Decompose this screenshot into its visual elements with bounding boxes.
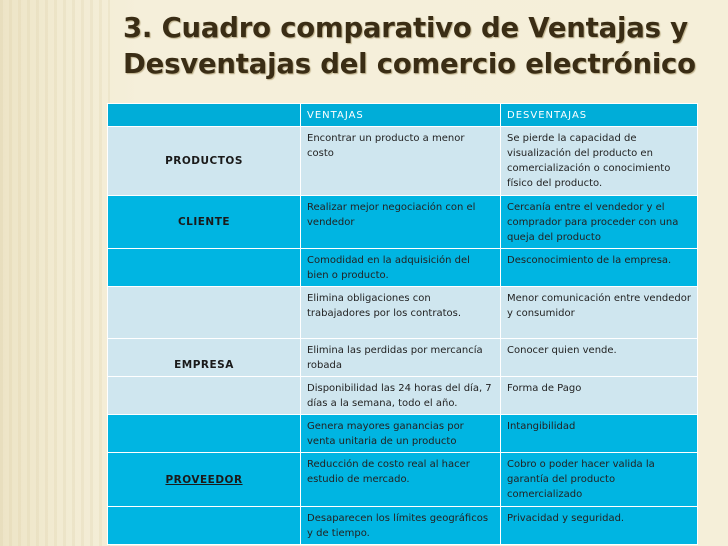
row-label bbox=[108, 507, 301, 545]
table-row bbox=[108, 127, 698, 196]
header-desventajas: DESVENTAJAS bbox=[501, 104, 698, 127]
comparison-table bbox=[107, 103, 698, 545]
ventaja-cell: Reducción de costo real al hacer estudio de mercado. bbox=[301, 453, 501, 507]
row-label: PRODUCTOS bbox=[108, 127, 301, 196]
desventaja-cell: Forma de Pago bbox=[501, 377, 698, 415]
row-label: PROVEEDOR bbox=[108, 453, 301, 507]
desventaja-cell: Desconocimiento de la empresa. bbox=[501, 249, 698, 287]
header-empty bbox=[108, 104, 301, 127]
ventaja-cell: Comodidad en la adquisición del bien o producto. bbox=[301, 249, 501, 287]
table-row bbox=[108, 507, 698, 545]
ventaja-cell: Desaparecen los límites geográficos y de tiempo. bbox=[301, 507, 501, 545]
ventaja-cell: Elimina las perdidas por mercancía robada bbox=[301, 339, 501, 377]
background-stripes bbox=[0, 0, 110, 546]
page-title bbox=[123, 10, 723, 82]
ventaja-cell: Elimina obligaciones con trabajadores por los contratos. bbox=[301, 287, 501, 339]
desventaja-cell: Se pierde la capacidad de visualización del producto en comercialización o conocimiento físico del producto. bbox=[501, 127, 698, 196]
desventaja-cell: Menor comunicación entre vendedor y consumidor bbox=[501, 287, 698, 339]
row-label bbox=[108, 287, 301, 339]
ventaja-cell: Realizar mejor negociación con el vendedor bbox=[301, 196, 501, 249]
desventaja-cell: Cobro o poder hacer valida la garantía del producto comercializado bbox=[501, 453, 698, 507]
table-row bbox=[108, 196, 698, 249]
table-row bbox=[108, 339, 698, 377]
desventaja-cell: Conocer quien vende. bbox=[501, 339, 698, 377]
table-row bbox=[108, 415, 698, 453]
row-label bbox=[108, 249, 301, 287]
table-row bbox=[108, 249, 698, 287]
desventaja-cell: Intangibilidad bbox=[501, 415, 698, 453]
header-row bbox=[108, 104, 698, 127]
table-row bbox=[108, 287, 698, 339]
ventaja-cell: Disponibilidad las 24 horas del día, 7 días a la semana, todo el año. bbox=[301, 377, 501, 415]
title-number: 3. bbox=[123, 12, 153, 44]
table-row bbox=[108, 377, 698, 415]
row-label bbox=[108, 377, 301, 415]
header-ventajas: VENTAJAS bbox=[301, 104, 501, 127]
desventaja-cell: Cercanía entre el vendedor y el comprador para proceder con una queja del producto bbox=[501, 196, 698, 249]
desventaja-cell: Privacidad y seguridad. bbox=[501, 507, 698, 545]
row-label: EMPRESA bbox=[108, 339, 301, 377]
ventaja-cell: Encontrar un producto a menor costo bbox=[301, 127, 501, 196]
row-label bbox=[108, 415, 301, 453]
row-label: CLIENTE bbox=[108, 196, 301, 249]
ventaja-cell: Genera mayores ganancias por venta unitaria de un producto bbox=[301, 415, 501, 453]
title-text: Cuadro comparativo de Ventajas y Desventajas del comercio electrónico bbox=[123, 12, 696, 80]
table-row bbox=[108, 453, 698, 507]
